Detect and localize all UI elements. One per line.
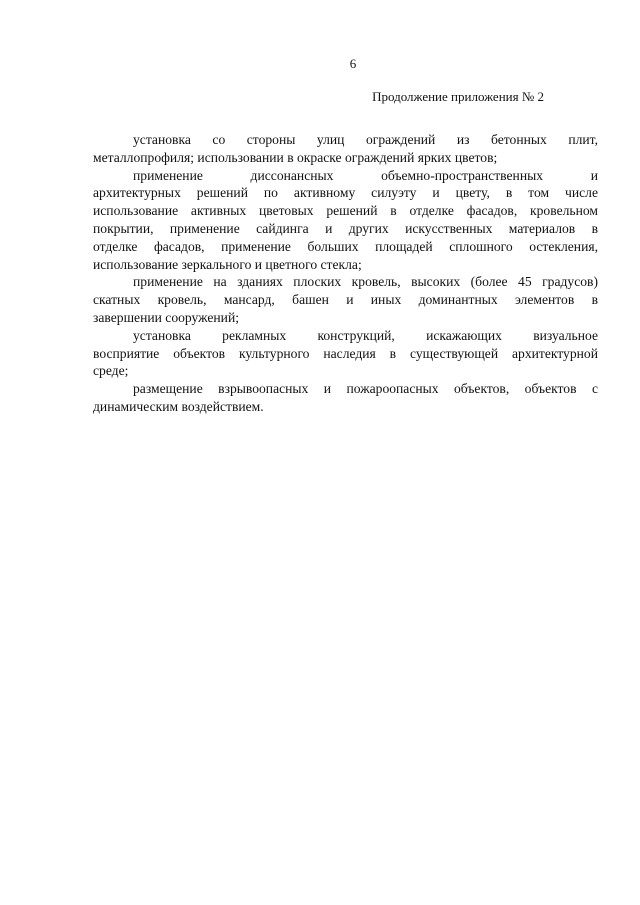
text-line: применение на зданиях плоских кровель, высоких (более 45 градусов)	[133, 274, 598, 290]
text-line: установка со стороны улиц ограждений из бетонных плит,	[133, 132, 598, 147]
text-line: использование активных цветовых решений в отделке фасадов, кровельном	[93, 203, 598, 219]
paragraph-dissonant-solutions	[93, 167, 598, 274]
text-line: металлопрофиля; использовании в окраске ограждений ярких цветов;	[93, 149, 498, 165]
text-line: восприятие объектов культурного наследия в существующей архитектурной	[93, 345, 598, 361]
paragraph-fences	[93, 131, 598, 167]
text-line: покрытии, применение сайдинга и других искусственных материалов в	[93, 220, 598, 236]
paragraph-advertising	[93, 327, 598, 380]
text-line: размещение взрывоопасных и пожароопасных объектов, объектов с	[133, 381, 598, 397]
paragraph-hazardous-objects	[93, 380, 598, 416]
text-line: завершении сооружений;	[93, 309, 240, 325]
appendix-continuation-note: Продолжение приложения № 2	[372, 89, 544, 104]
text-line: среде;	[93, 363, 129, 379]
text-line: использование зеркального и цветного стекла;	[93, 256, 362, 272]
text-line: отделке фасадов, применение больших площадей сплошного остекления,	[93, 238, 598, 254]
text-line: установка рекламных конструкций, искажающих визуальное	[133, 327, 598, 343]
paragraph-roofs	[93, 273, 598, 326]
document-body	[93, 131, 598, 416]
page-number: 6	[349, 56, 357, 71]
text-line: применение диссонансных объемно-пространственных и	[133, 167, 598, 183]
text-line: архитектурных решений по активному силуэту и цвету, в том числе	[93, 185, 598, 201]
text-line: скатных кровель, мансард, башен и иных доминантных элементов в	[93, 292, 598, 308]
text-line: динамическим воздействием.	[93, 398, 264, 414]
